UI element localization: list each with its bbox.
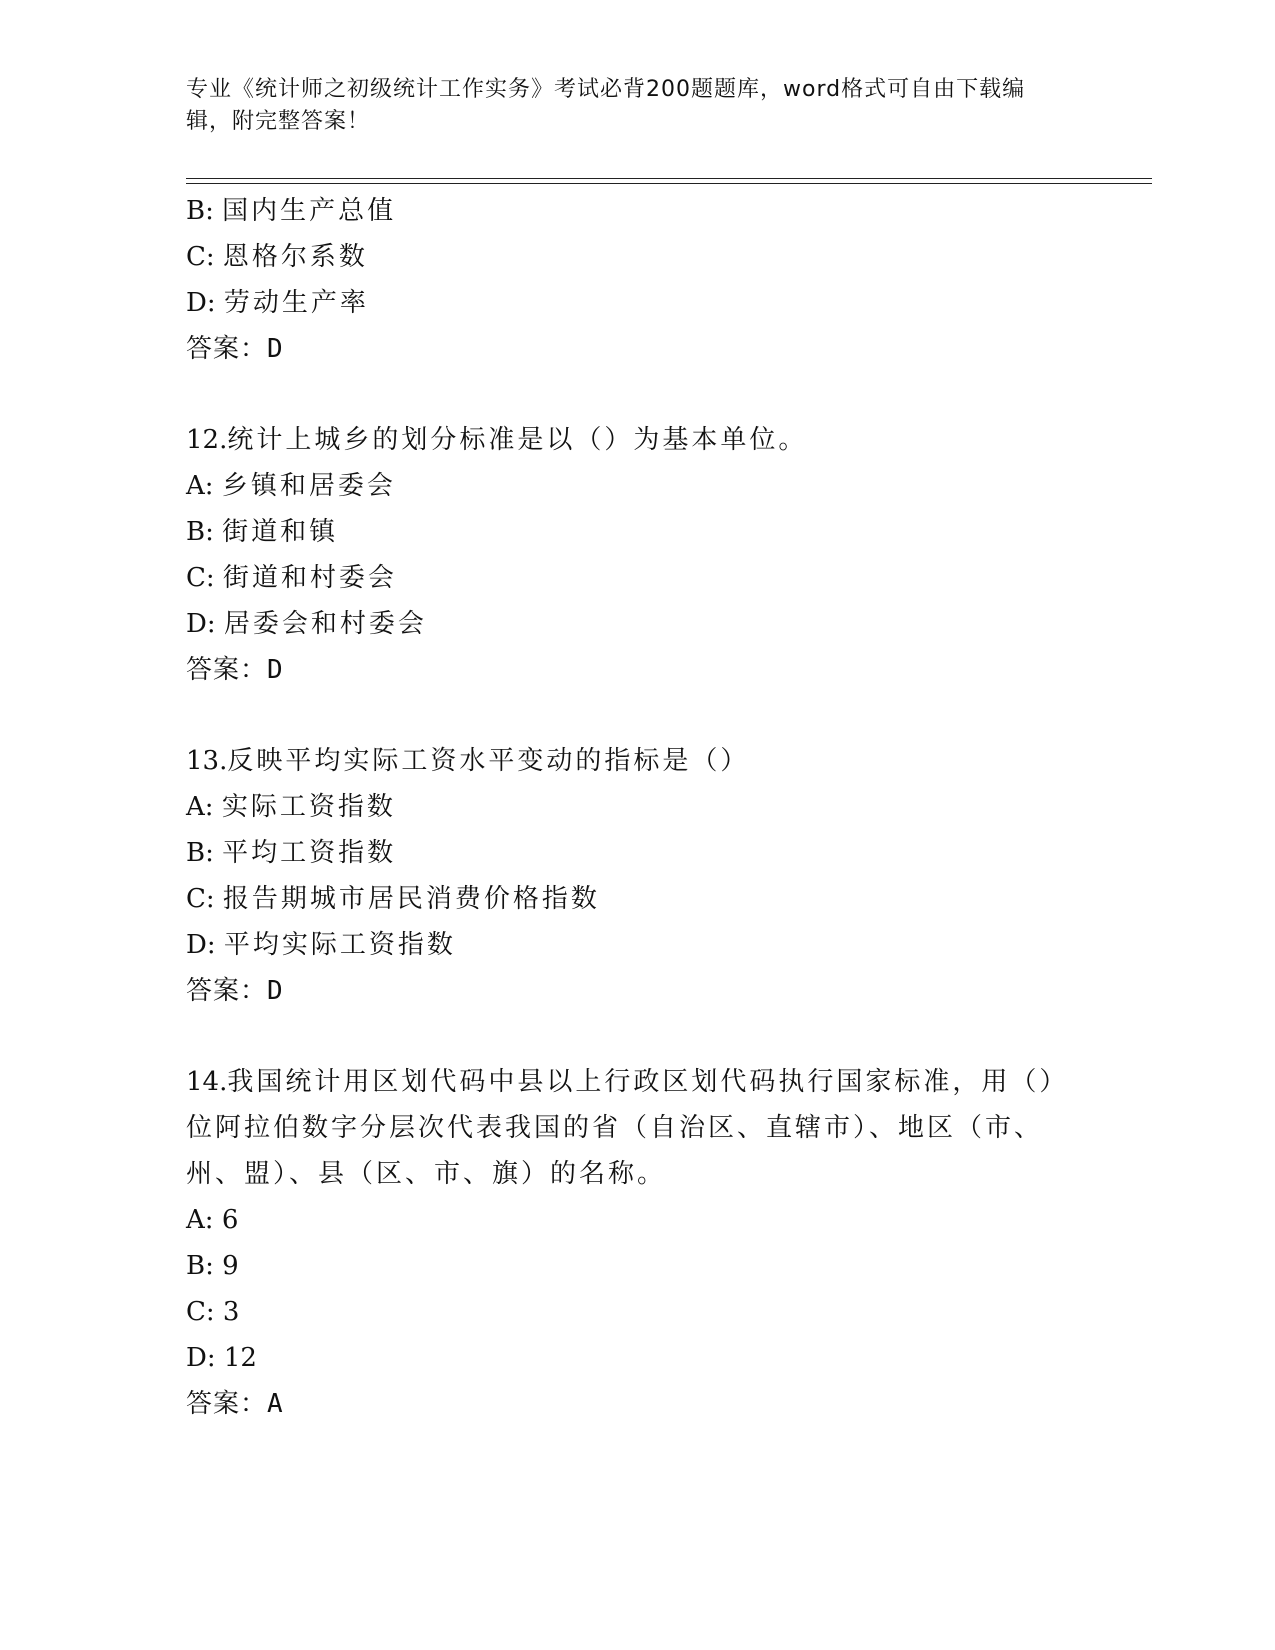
question-14 xyxy=(186,1059,1086,1427)
option-text: 居委会和村委会 xyxy=(223,609,427,639)
option-key: A: xyxy=(186,792,222,822)
answer-value: D xyxy=(267,334,284,364)
spacer xyxy=(186,693,1086,738)
option-key: C: xyxy=(186,242,223,272)
option-c xyxy=(186,555,1086,601)
option-key: D: xyxy=(186,1343,224,1373)
option-key: C: xyxy=(186,563,223,593)
answer-line xyxy=(186,968,1086,1014)
question-12 xyxy=(186,417,1086,693)
option-key: D: xyxy=(186,609,224,639)
question-list xyxy=(186,188,1086,1427)
answer-label: 答案： xyxy=(186,655,268,685)
option-c xyxy=(186,234,1086,280)
question-number: 14. xyxy=(186,1067,228,1097)
spacer xyxy=(186,372,1086,417)
option-text: 6 xyxy=(221,1205,239,1235)
option-key: B: xyxy=(186,196,223,226)
document-header: 专业《统计师之初级统计工作实务》考试必背200题题库，word格式可自由下载编辑，附完整答案！ xyxy=(186,77,1026,134)
question-text xyxy=(186,1059,1056,1197)
option-a xyxy=(186,784,1086,830)
option-key: D: xyxy=(186,930,224,960)
header-rule-top xyxy=(186,178,1152,179)
option-text: 平均工资指数 xyxy=(222,838,397,868)
spacer xyxy=(186,1014,1086,1059)
header-rule-bottom xyxy=(186,183,1152,184)
question-text xyxy=(186,738,1086,784)
option-c xyxy=(186,1289,1086,1335)
option-key: A: xyxy=(186,471,222,501)
option-text: 国内生产总值 xyxy=(222,196,397,226)
option-key: C: xyxy=(186,884,223,914)
question-13 xyxy=(186,738,1086,1014)
option-d xyxy=(186,922,1086,968)
option-c xyxy=(186,876,1086,922)
question-body: 统计上城乡的划分标准是以（）为基本单位。 xyxy=(227,425,808,455)
option-b xyxy=(186,188,1086,234)
option-d xyxy=(186,280,1086,326)
option-text: 乡镇和居委会 xyxy=(221,471,396,501)
option-text: 劳动生产率 xyxy=(223,288,369,318)
option-key: B: xyxy=(186,838,223,868)
option-text: 3 xyxy=(222,1297,240,1327)
option-text: 报告期城市居民消费价格指数 xyxy=(222,884,600,914)
option-text: 街道和镇 xyxy=(222,517,339,547)
answer-line xyxy=(186,647,1086,693)
option-key: B: xyxy=(186,517,223,547)
question-body: 我国统计用区划代码中县以上行政区划代码执行国家标准，用（）位阿拉伯数字分层次代表我国的省（自治区、直辖市）、地区（市、州、盟）、县（区、市、旗）的名称。 xyxy=(186,1067,1056,1189)
option-a xyxy=(186,1197,1086,1243)
option-key: D: xyxy=(186,288,224,318)
question-body: 反映平均实际工资水平变动的指标是（） xyxy=(227,746,750,776)
option-key: C: xyxy=(186,1297,223,1327)
prev-question xyxy=(186,188,1086,372)
answer-value: D xyxy=(267,655,284,685)
option-d xyxy=(186,601,1086,647)
option-text: 9 xyxy=(222,1251,239,1281)
question-number: 12. xyxy=(186,425,228,455)
question-number: 13. xyxy=(186,746,228,776)
option-b xyxy=(186,830,1086,876)
option-text: 12 xyxy=(223,1343,257,1373)
option-d xyxy=(186,1335,1086,1381)
option-key: A: xyxy=(186,1205,222,1235)
answer-label: 答案： xyxy=(186,334,268,364)
option-text: 街道和村委会 xyxy=(222,563,397,593)
answer-value: D xyxy=(267,976,284,1006)
answer-label: 答案： xyxy=(186,1389,268,1419)
question-text xyxy=(186,417,1086,463)
answer-value: A xyxy=(267,1389,284,1419)
answer-label: 答案： xyxy=(186,976,268,1006)
answer-line xyxy=(186,1381,1086,1427)
option-b xyxy=(186,1243,1086,1289)
option-text: 实际工资指数 xyxy=(221,792,396,822)
answer-line xyxy=(186,326,1086,372)
option-a xyxy=(186,463,1086,509)
option-text: 平均实际工资指数 xyxy=(223,930,456,960)
option-b xyxy=(186,509,1086,555)
option-text: 恩格尔系数 xyxy=(222,242,368,272)
option-key: B: xyxy=(186,1251,223,1281)
